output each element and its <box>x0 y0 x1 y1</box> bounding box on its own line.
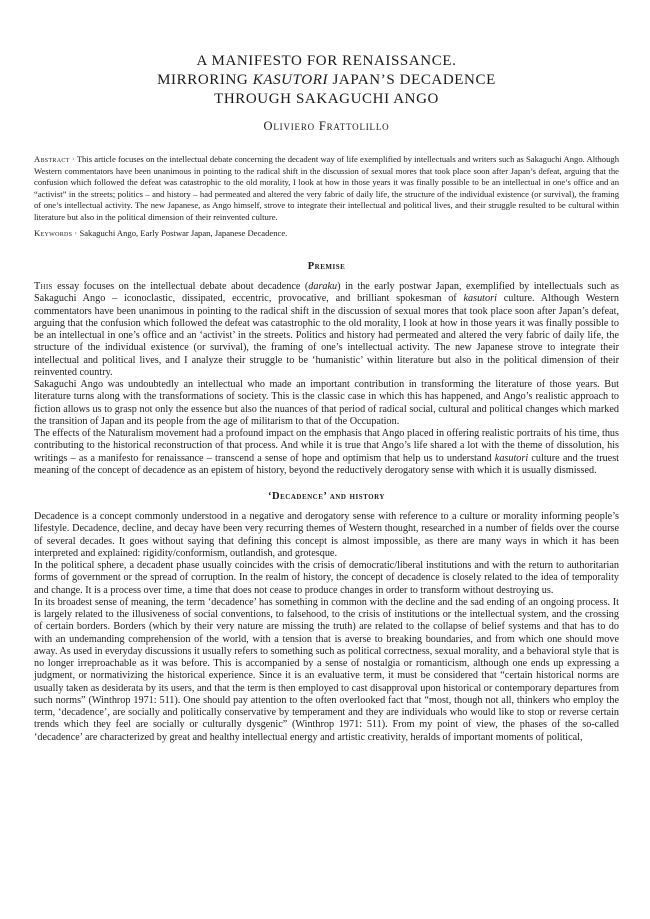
paragraph <box>34 597 619 744</box>
keywords <box>34 228 619 240</box>
abstract-label: Abstract <box>34 154 70 164</box>
text-run: culture. Although Western commentators have been unanimous in pointing to the radical shift in the discussion of sexual mores that took place soon after Japan’s defeat, arguing that the confusion which followed the defeat was catastrophic to the old morality, I look at how in those years it was finally possible to be an intellectual in one’s office and an ‘activist’ in the streets. Politics and history had permeated and altered the very fabric of daily life, the structure of the individual existence (or survival), the framing of one’s intellectual activity. The new Japanese strove to integrate their intellectual and political lives, and I analyze their struggle to be ‘humanistic’ within literature but also in the political dimension of their reinvented country. <box>34 293 619 378</box>
paragraph <box>34 560 619 597</box>
author-name: Oliviero Frattolillo <box>263 119 390 133</box>
section-heading-premise: Premise <box>307 261 346 273</box>
text-run: The effects of the Naturalism movement had a profound impact on the emphasis that Ango placed in offering realistic portraits of his time, thus contributing to the historical reconstruction of that process. And while it is true that Ango’s life shared a lot with the theme of dissolution, his writings – as a manifesto for renaissance – transcend a sense of hope and optimism that help us to understand <box>34 428 619 464</box>
section-decadence-body <box>34 511 619 744</box>
title-line-2 <box>34 71 619 90</box>
title-line-1: A MANIFESTO FOR RENAISSANCE. <box>196 53 457 69</box>
text-run: Decadence is a concept commonly understood in a negative and derogatory sense with reference to a culture or morality informing people’s lifestyle. Decadence, decline, and decay have been very recurring themes of Western thought, researched in a number of fields over the course of several decades. It goes without saying that defining this concept is almost impossible, as there are many ways in which it has been interpreted and explained: rigidity/conformism, outlandish, and grotesque. <box>34 511 619 559</box>
italic-term: kasutori <box>494 452 529 464</box>
text-run: This <box>34 281 53 293</box>
text-run: culture and the truest meaning of the concept of decadence as an epistem of history, beyond the reductively derogatory sense with which it is usually dismissed. <box>34 452 619 476</box>
keywords-label: Keywords <box>34 227 73 238</box>
italic-term: daraku <box>308 281 338 293</box>
title-line-2-part-3: JAPAN’S DECADENCE <box>328 72 496 88</box>
abstract <box>34 154 619 224</box>
text-run: Sakaguchi Ango was undoubtedly an intellectual who made an important contribution in transforming the literature of those years. But literature turns along with the transformations of society. This is the classic case in which this has happened, and Ango’s realistic approach to fiction allows us to grasp not only the essence but also the nuances of that period of radical social, cultural and political changes which marked the transition of Japan and its people from the age of militarism to that of the Occupation. <box>34 379 619 427</box>
text-run: essay focuses on the intellectual debate about decadence ( <box>52 281 309 293</box>
section-decadence-and-history <box>34 491 619 744</box>
paragraph <box>34 511 619 560</box>
title-line-2-part-1: MIRRORING <box>157 72 253 88</box>
text-run: In the political sphere, a decadent phase usually coincides with the crisis of democratic/liberal institutions and with the return to authoritarian forms of government or the spread of corruption. In the realm of history, the concept of decadence is closely related to the idea of temporality and change. It is a process over time, a time that does not cease to produce changes in order to transform without destroying us. <box>34 560 619 596</box>
text-run: ) in the early postwar Japan, exemplified by intellectuals such as Sakaguchi Ango – iconoclastic, dissipated, eccentric, provocative, and brilliant spokesman of <box>34 281 619 305</box>
title-line-2-kasutori: KASUTORI <box>252 72 329 88</box>
section-premise <box>34 261 619 477</box>
paragraph <box>34 379 619 428</box>
text-run: In its broadest sense of meaning, the term ‘decadence’ has something in common with the decline and the sad ending of an ongoing process. It is largely related to the illusiveness of social conventions, to falsehood, to the crisis of institutions or the intellectual system, and the crossing of certain borders. Borders (which by their very nature are missing the truth) are related to the collapse of belief systems and that has to do with an undemanding comprehension of the world, with a tension that is averse to breaking boundaries, and from which one should move away. As used in everyday discussions it usually refers to something such as political correctness, sexual morality, and a behavioral style that is no longer irreproachable as it was before. This is accompanied by a sense of nostalgia or romanticism, although one ends up expressing a judgment, or normativizing the historical experience. Since it is an evaluative term, it must be considered that “certain historical norms are usually taken as desiderata by its users, and that the term is then employed to cast disapproval upon historical or contemporary departures from such norms” (Winthrop 1971: 511). One should pay attention to the often overlooked fact that “most, though not all, thinkers who employ the term, ‘decadence’, are socially and politically conservative by temperament and they are individuals who would like to stop or reverse certain trends which they feel are socially or culturally dysgenic” (Winthrop 1971: 511). From my point of view, the phases of the so-called ‘decadence’ are characterized by great and healthy intellectual energy and artistic creativity, heralds of important moments of political, <box>34 596 619 743</box>
paragraph <box>34 281 619 379</box>
italic-term: kasutori <box>463 293 497 305</box>
section-heading-decadence-and-history: ‘Decadence’ and history <box>268 491 385 503</box>
title-line-3: THROUGH SAKAGUCHI ANGO <box>214 91 439 107</box>
paragraph <box>34 428 619 477</box>
keywords-text: · Sakaguchi Ango, Early Postwar Japan, Japanese Decadence. <box>72 227 288 238</box>
article-title <box>34 52 619 109</box>
section-premise-body <box>34 281 619 477</box>
abstract-text: · This article focuses on the intellectual debate concerning the decadent way of life exemplified by intellectuals and writers such as Sakaguchi Ango. Although Western commentators have been unanimous in pointing to the radical shift in the discussion of sexual mores that took place soon after Japan’s defeat, arguing that the confusion which followed the defeat was catastrophic to the old morality, I look at how in those years it was finally possible to be an intellectual in one’s office and an “activist” in the streets; politics – and history – had permeated and altered the very fabric of daily life, the structure of the individual existence (or survival), the framing of one’s intellectual activity. The new Japanese, as Ango himself, strove to integrate their intellectual and political lives, and their struggle resulted to be cultural within literature but also in the political dimension of their reinvented culture. <box>34 154 619 222</box>
